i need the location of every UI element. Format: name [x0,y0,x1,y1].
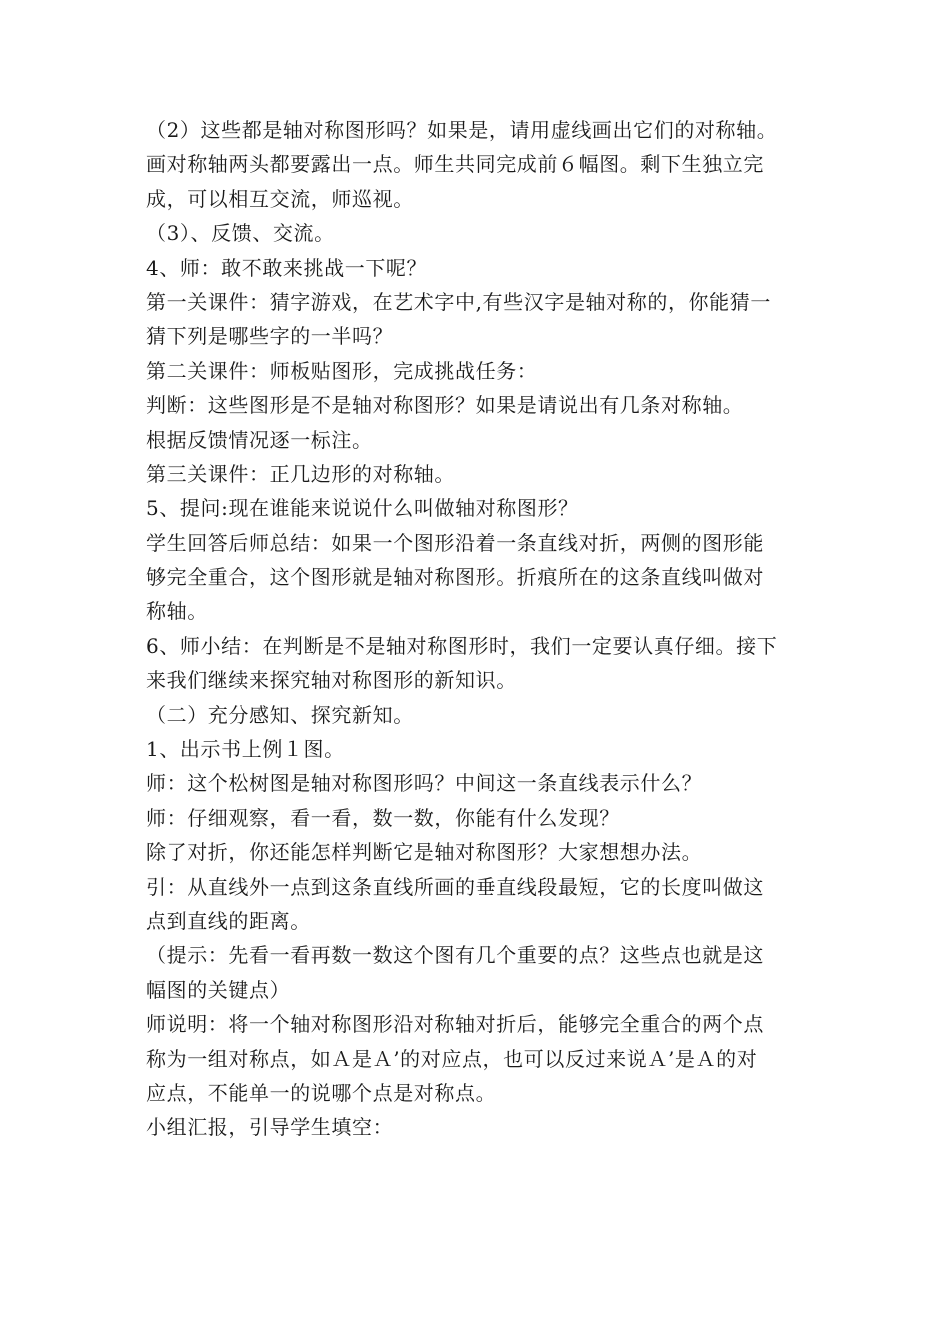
document-body [146,113,816,1145]
text-line: 引：从直线外一点到这条直线所画的垂直线段最短，它的长度叫做这 [146,874,764,899]
text-line: 4、师：敢不敢来挑战一下呢？ [146,255,428,280]
text-line: （二）充分感知、探究新知。 [146,702,414,727]
text-line: 第三关课件：正几边形的对称轴。 [146,461,455,486]
text-line: 幅图的关键点） [146,977,291,1002]
text-line: 判断：这些图形是不是轴对称图形？如果是请说出有几条对称轴。 [146,393,744,418]
text-line: 应点，不能单一的说哪个点是对称点。 [146,1080,497,1105]
text-line: 猜下列是哪些字的一半吗？ [146,324,394,349]
text-line: 6、师小结：在判断是不是轴对称图形时，我们一定要认真仔细。接下 [146,633,778,658]
text-line: （提示：先看一看再数一数这个图有几个重要的点？这些点也就是这 [146,943,764,968]
text-line: 称为一组对称点，如Ａ是Ａ’的对应点，也可以反过来说Ａ’是Ａ的对 [146,1046,758,1071]
text-line: 小组汇报，引导学生填空： [146,1115,394,1140]
text-line: 师：仔细观察，看一看，数一数，你能有什么发现？ [146,805,620,830]
text-line: 画对称轴两头都要露出一点。师生共同完成前６幅图。剩下生独立完 [146,152,764,177]
text-line: 学生回答后师总结：如果一个图形沿着一条直线对折，两侧的图形能 [146,530,764,555]
text-line: 成，可以相互交流，师巡视。 [146,186,414,211]
text-line: 够完全重合，这个图形就是轴对称图形。折痕所在的这条直线叫做对 [146,565,764,590]
text-line: 点到直线的距离。 [146,908,311,933]
text-line: 来我们继续来探究轴对称图形的新知识。 [146,668,517,693]
text-line: 第一关课件：猜字游戏，在艺术字中,有些汉字是轴对称的，你能猜一 [146,289,771,314]
text-line: （2）这些都是轴对称图形吗？如果是，请用虚线画出它们的对称轴。 [146,118,778,142]
text-line: 5、提问:现在谁能来说说什么叫做轴对称图形？ [146,496,579,521]
text-line: 除了对折，你还能怎样判断它是轴对称图形？大家想想办法。 [146,840,703,865]
text-line: 师说明：将一个轴对称图形沿对称轴对折后，能够完全重合的两个点 [146,1012,764,1037]
text-line: 称轴。 [146,599,208,624]
text-line: （3）、反馈、交流。 [146,221,335,246]
text-line: 1、出示书上例１图。 [146,737,345,762]
text-line: 根据反馈情况逐一标注。 [146,427,373,452]
text-line: 师：这个松树图是轴对称图形吗？中间这一条直线表示什么？ [146,771,703,796]
text-line: 第二关课件：师板贴图形，完成挑战任务： [146,358,538,383]
